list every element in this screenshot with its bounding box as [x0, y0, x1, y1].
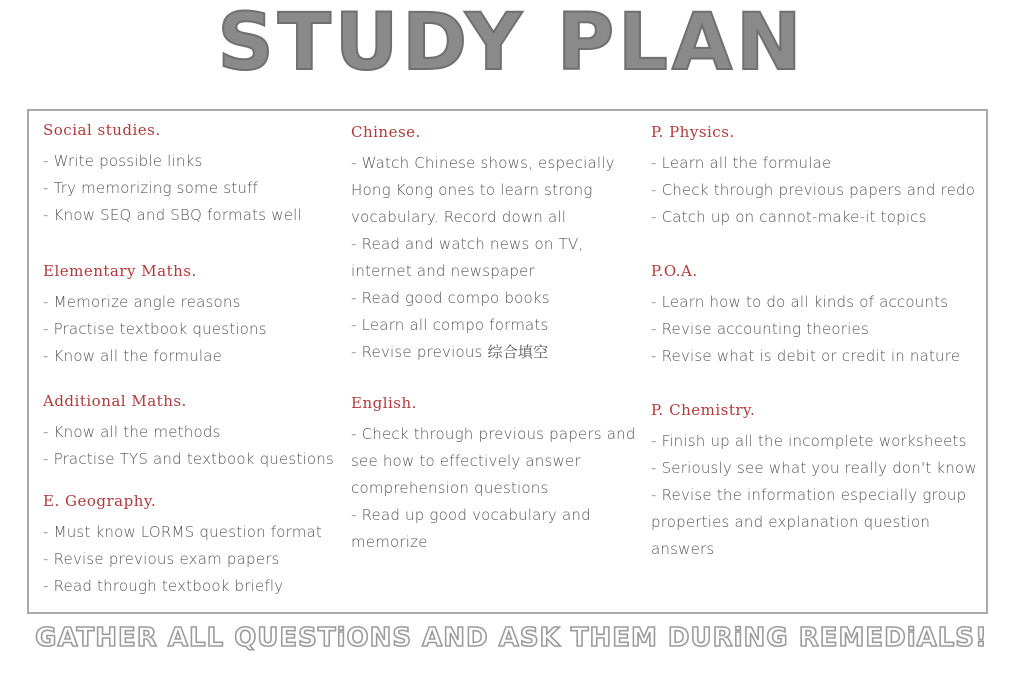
section-chinese [351, 125, 643, 366]
list-item: - Read good compo books [351, 289, 550, 307]
list-item: - Read and watch news on TV, internet and newspaper [351, 235, 584, 280]
list-item: - Know all the formulae [43, 347, 223, 365]
list-item: - Revise previous exam papers [43, 550, 280, 568]
section-elementary-maths [43, 264, 343, 370]
list-item: - Memorize angle reasons [43, 293, 241, 311]
section-heading: Elementary Maths. [43, 262, 197, 280]
section-english [351, 396, 643, 556]
section-p-physics [651, 125, 981, 231]
list-item: - Learn all compo formats [351, 316, 549, 334]
list-item: - Revise accounting theories [651, 320, 869, 338]
section-social-studies [43, 123, 343, 229]
page-title: STUDY PLAN [217, 0, 806, 88]
section-p-chemistry [651, 403, 981, 563]
footer-banner: GATHER ALL QUESTiONS AND ASK THEM DURiNG REMEDiALS! [35, 623, 988, 653]
list-item: - Seriously see what you really don't know [651, 459, 977, 477]
list-item: - Read through textbook briefly [43, 577, 284, 595]
list-item: - Know all the methods [43, 423, 221, 441]
list-item: - Revise what is debit or credit in nature [651, 347, 961, 365]
section-heading: Social studies. [43, 121, 161, 139]
list-item: - Check through previous papers and see how to effectively answer comprehension questions [351, 425, 636, 497]
list-item: - Finish up all the incomplete worksheets [651, 432, 967, 450]
section-heading: P. Physics. [651, 123, 735, 141]
list-item: - Practise TYS and textbook questions [43, 450, 334, 468]
list-item: - Learn how to do all kinds of accounts [651, 293, 949, 311]
list-item: - Must know LORMS question format [43, 523, 323, 541]
section-heading: P. Chemistry. [651, 401, 756, 419]
study-plan-panel [27, 109, 988, 614]
list-item: - Learn all the formulae [651, 154, 832, 172]
list-item: - Revise previous 综合填空 [351, 343, 549, 361]
list-item: - Watch Chinese shows, especially Hong Kong ones to learn strong vocabulary. Record down all [351, 154, 615, 226]
section-heading: E. Geography. [43, 492, 157, 510]
list-item: - Check through previous papers and redo [651, 181, 976, 199]
section-heading: Additional Maths. [43, 392, 187, 410]
section-e-geography [43, 494, 343, 600]
list-item: - Practise textbook questions [43, 320, 267, 338]
list-item: - Try memorizing some stuff [43, 179, 258, 197]
section-heading: English. [351, 394, 417, 412]
list-item: - Catch up on cannot-make-it topics [651, 208, 927, 226]
list-item: - Read up good vocabulary and memorize [351, 506, 591, 551]
list-item: - Revise the information especially group properties and explanation question answers [651, 486, 967, 558]
section-poa [651, 264, 981, 370]
list-item: - Write possible links [43, 152, 203, 170]
section-heading: Chinese. [351, 123, 421, 141]
list-item: - Know SEQ and SBQ formats well [43, 206, 302, 224]
section-additional-maths [43, 394, 343, 473]
section-heading: P.O.A. [651, 262, 698, 280]
